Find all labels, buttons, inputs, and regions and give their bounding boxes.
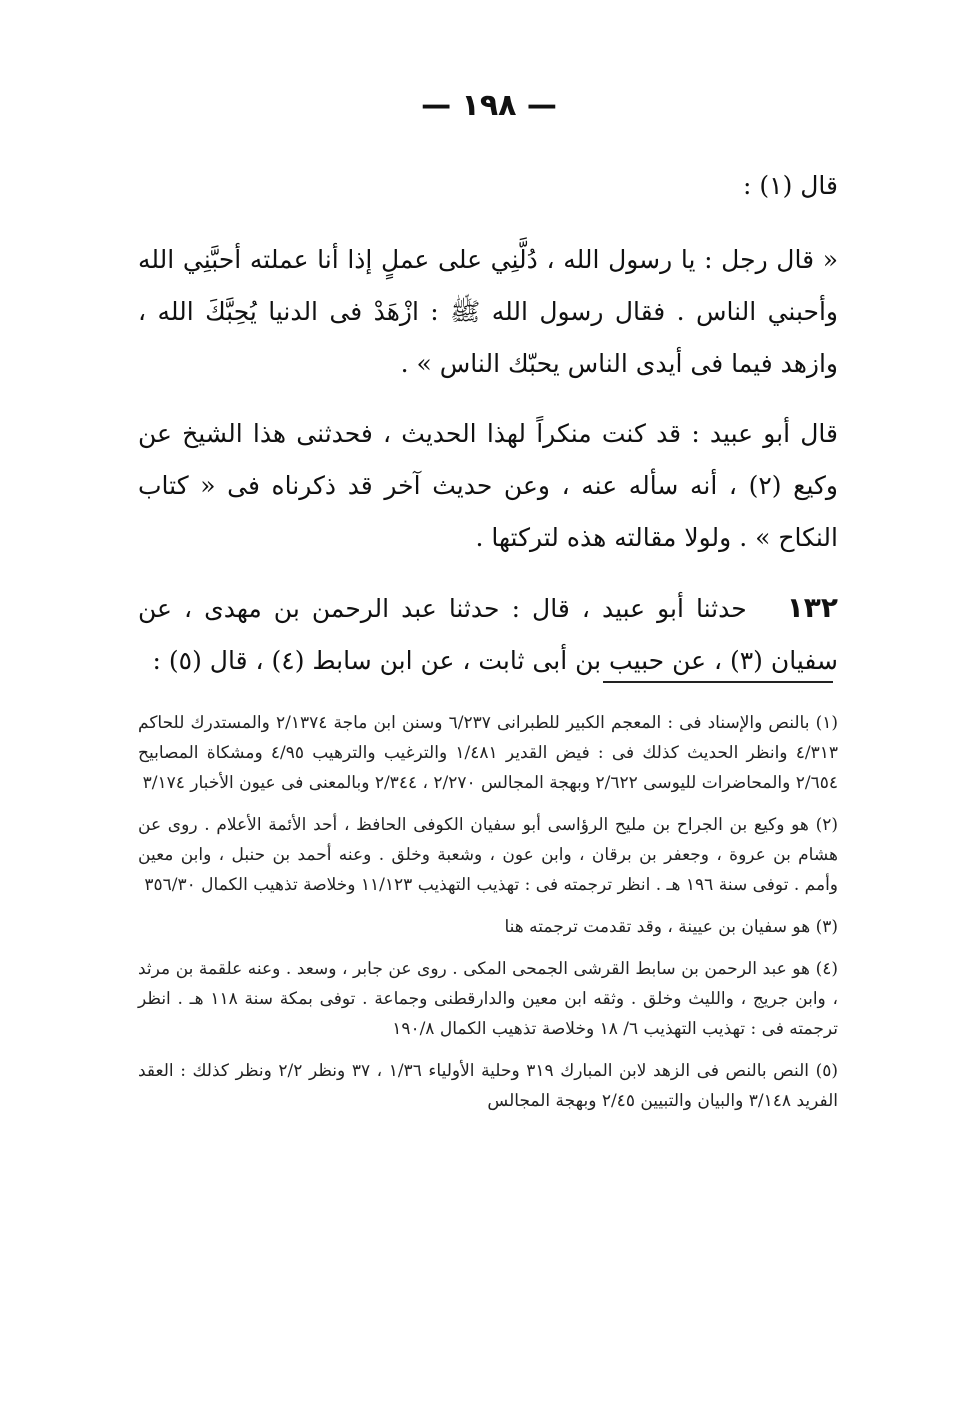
footnote-5: (٥) النص بالنص فى الزهد لابن المبارك ٣١٩ وحلية الأولياء ١/٣٦ ، ٣٧ ونظر ٢/٢ ونظر كذلك : العقد الفريد ٣/١٤٨ والبيان والتبيين ٢/٤٥ وبهجة المجالس: [138, 1061, 839, 1111]
footnote-1: (١) بالنص والإسناد فى : المعجم الكبير للطبرانى ٦/٢٣٧ وسنن ابن ماجة ٢/١٣٧٤ والمستدرك للحاكم ٤/٣١٣ وانظر الحديث كذلك فى : فيض القدير ١/٤٨١ والترغيب والترهيب ٤/٩٥ ومشكاة المصابيح ٢/٦٥٤ والمحاضرات لليوسى ٢/٦٢٢ وبهجة المجالس ٢/٢٧٠ ، ٢/٣٤٤ وبالمعنى فى عيون الأخبار ٣/١٧٤: [138, 713, 838, 793]
page-number: — ١٩٨ —: [421, 88, 557, 123]
abu-ubaid-paragraph: قال أبو عبيد : قد كنت منكراً لهذا الحديث ، فحدثنى هذا الشيخ عن وكيع (٢) ، أنه سأله عنه ، وعن حديث آخر قد ذكرناه فى « كتاب النكاح » . ولولا مقالته هذه لتركتها .: [138, 419, 839, 552]
item-132-paragraph: [138, 582, 838, 687]
item-text: حدثنا أبو عبيد ، قال : حدثنا عبد الرحمن بن مهدى ، عن سفيان (٣) ، عن حبيب بن أبى ثابت ، عن ابن سابط (٤) ، قال (٥) :: [138, 594, 838, 675]
footnotes: [138, 708, 838, 1128]
qala-line: قال (١) :: [743, 171, 838, 200]
main-text: [138, 160, 838, 705]
item-number: ١٣٢: [786, 591, 838, 624]
footnote-4: (٤) هو عبد الرحمن بن سابط القرشى الجمحى المكى . روى عن جابر ، وسعد . وعنه علقمة بن مرثد ، وابن جريج ، والليث وخلق . وثقه ابن معين والدارقطنى وجماعة . توفى بمكة سنة ١١٨ هـ . انظر ترجمته فى : تهذيب التهذيب ٦/ ١٨ وخلاصة تذهيب الكمال ١٩٠/٨: [138, 959, 839, 1039]
footnote-3: (٣) هو سفيان بن عيينة ، وقد تقدمت ترجمته هنا: [504, 917, 838, 937]
hadith-paragraph: « قال رجل : يا رسول الله ، دُلَّنِي على عملٍ إذا أنا عملته أحبَّنِي الله وأحبني الناس . فقال رسول الله ﷺ : ازْهَدْ فى الدنيا يُحِبَّكَ الله ، وازهد فيما فى أيدى الناس يحبّك الناس » .: [138, 245, 838, 378]
footnote-divider: [603, 681, 833, 683]
footnote-2: (٢) هو وكيع بن الجراح بن مليح الرؤاسى أبو سفيان الكوفى الحافظ ، أحد الأئمة الأعلام . روى عن هشام بن عروة ، وجعفر بن برقان ، وابن عون ، وشعبة وخلق . وعنه أحمد بن حنبل ، وابن معين وأمم . توفى سنة ١٩٦ هـ . انظر ترجمته فى : تهذيب التهذيب ١١/١٢٣ وخلاصة تذهيب الكمال ٣٥٦/٣٠: [138, 815, 838, 895]
